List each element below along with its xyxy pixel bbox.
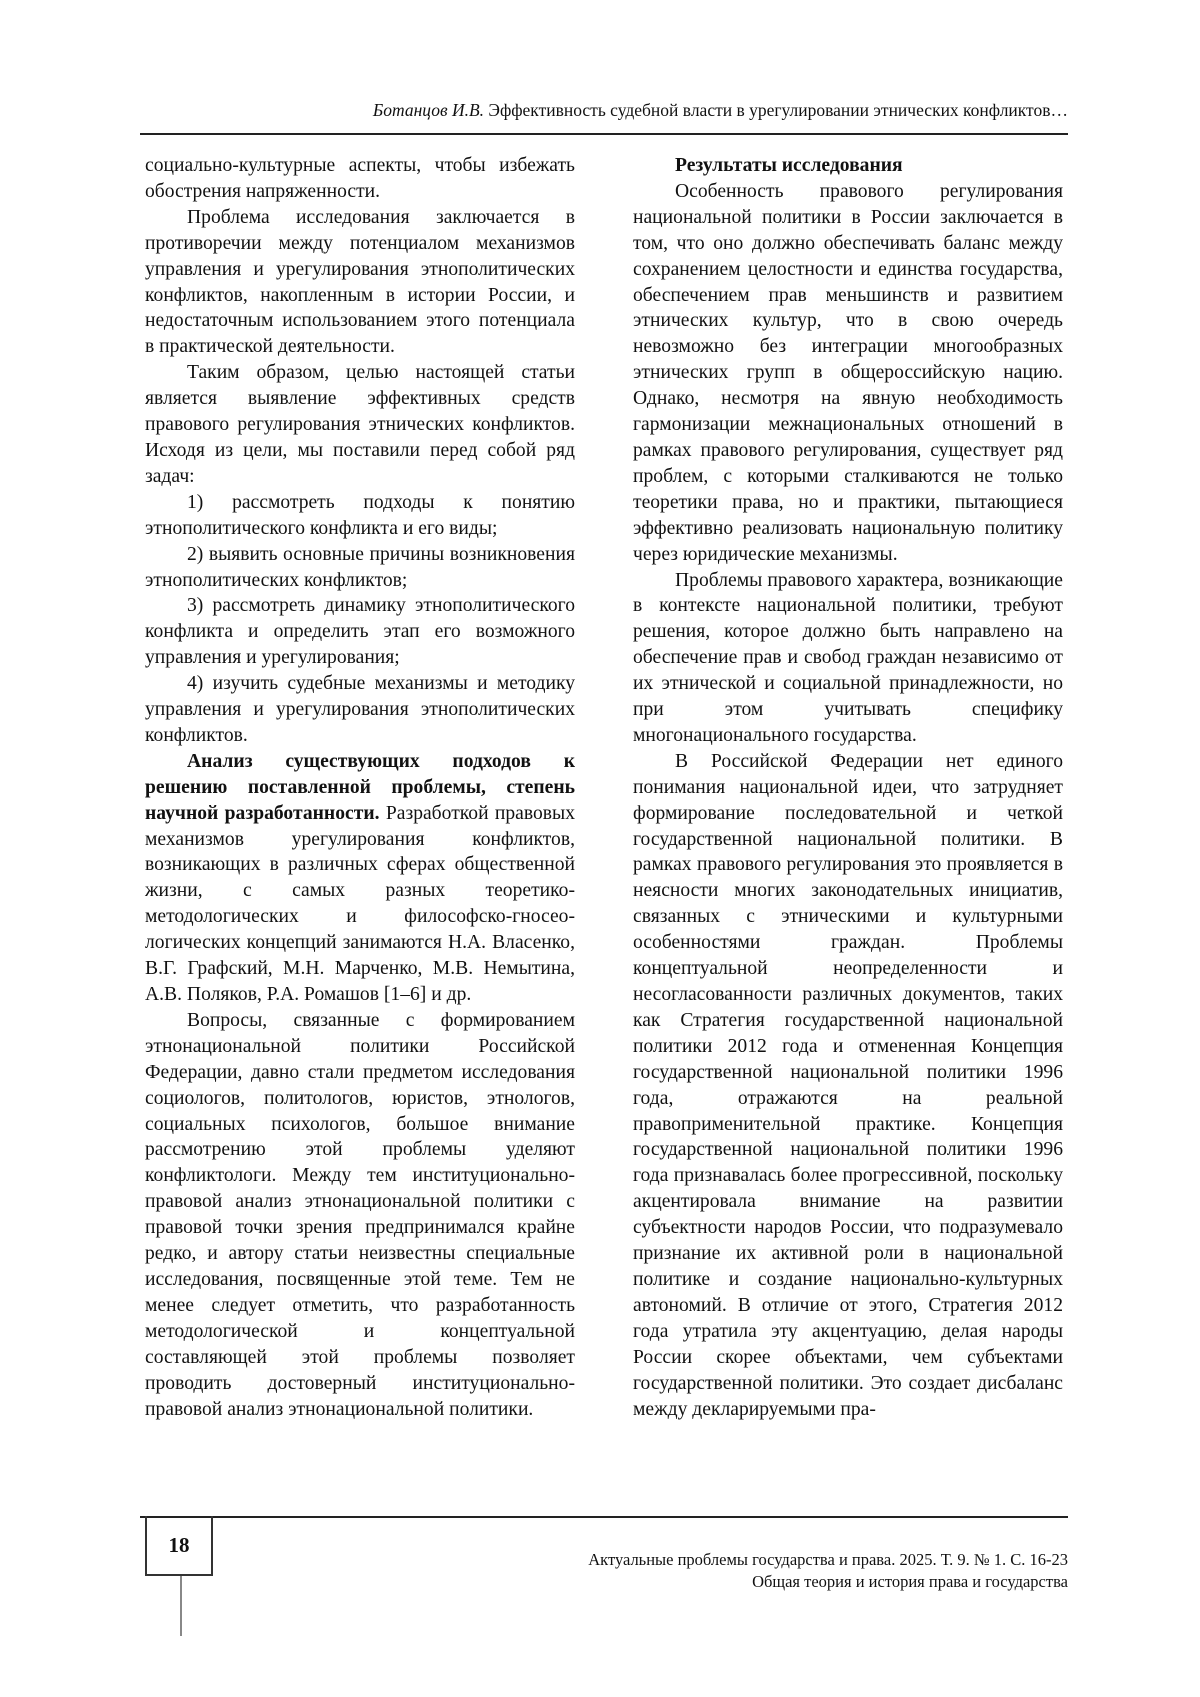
paragraph-continuation: социально-культурные аспекты, чтобы избежать обострения напряженности.: [145, 155, 575, 202]
paragraph-regulation-features: Особенность правового регулирования национальной политики в России заключается в том, что оно должно обеспечивать баланс между сохранением целостности и единства государства, обеспечением прав меньшинств и развитием этнических культур, что в свою очередь невозможно без интеграции многообразных этнических групп в общероссийскую нацию. Однако, несмотря на явную необходимость гармонизации межнациональных отношений в рамках правового регулирования, существует ряд проблем, с которыми сталкиваются не только теоретики права, но и практики, пытающиеся эффективно реализовать национальную политику через юридические механизмы.: [633, 180, 1063, 565]
header-title: Эффективность судебной власти в урегулировании этнических конфликтов…: [488, 100, 1068, 120]
journal-info: [588, 1549, 1068, 1593]
page-number-tail: [180, 1576, 182, 1636]
task-item-1: 1) рассмотреть подходы к понятию этнополитического конфликта и его виды;: [145, 491, 575, 539]
journal-section: Общая теория и история права и государства: [752, 1572, 1068, 1591]
paragraph-research-problem: Проблема исследования заключается в противоречии между потенциалом механизмов управления и урегулирования этнополитических конфликтов, накопленным в истории России, и недостаточным использованием этого потенциала в практической деятельности.: [145, 206, 575, 358]
footer-rule: [140, 1516, 1068, 1518]
journal-citation: Актуальные проблемы государства и права. 2025. Т. 9. № 1. С. 16-23: [588, 1550, 1068, 1569]
section-heading-results: Результаты исследования: [675, 155, 903, 176]
header-rule: [140, 133, 1068, 135]
task-item-2: 2) выявить основные причины возникновения этнополитических конфликтов;: [145, 543, 575, 591]
right-column: [633, 153, 1063, 1422]
task-item-3: 3) рассмотреть динамику этнополитического конфликта и определить этап его возможного управления и урегулирования;: [145, 595, 575, 669]
paragraph-research-goal: Таким образом, целью настоящей статьи является выявление эффективных средств правового регулирования этнических конфликтов. Исходя из цели, мы поставили перед собой ряд задач:: [145, 362, 575, 487]
header-author: Ботанцов И.В.: [372, 100, 485, 120]
paragraph-national-idea: В Российской Федерации нет единого понимания национальной идеи, что затрудняет формирование последовательной и четкой государственной национальной политики. В рамках правового регулирования это проявляется в неясности многих законодательных инициатив, связанных с этническими и культурными особенностями граждан. Проблемы концептуальной неопределенности и несогласованности различных документов, таких как Стратегия государственной национальной политики 2012 года и отмененная Концепция государственной национальной политики 1996 года, отражаются на реальной правоприменительной практике. Концепция государственной национальной политики 1996 года признавалась более прогрессивной, поскольку акцентировала внимание на развитии субъектности народов России, что подразумевало признание их активной роли в национальной политике и создание национально-культурных автономий. В отличие от этого, Стратегия 2012 года утратила эту акцентуацию, делая народы России скорее объектами, чем субъектами государственной политики. Это создает дисбаланс между декларируемыми пра-: [633, 750, 1063, 1420]
running-header: [140, 98, 1068, 122]
paragraph-analysis: [145, 749, 575, 1008]
page-number: 18: [145, 1516, 213, 1576]
analysis-heading: Анализ существующих подходов к решению поставленной проблемы, степень научной разработанности.: [145, 750, 575, 824]
task-item-4: 4) изучить судебные механизмы и методику управления и урегулирования этнополитических конфликтов.: [145, 673, 575, 746]
paragraph-ethnonational-policy: Вопросы, связанные с формированием этнонациональной политики Российской Федерации, давно стали предметом исследования социологов, политологов, юристов, этнологов, социальных психологов, большое внимание рассмотрению этой проблемы уделяют конфликтологи. Между тем институционально-правовой анализ этнонациональной политики с правовой точки зрения предпринимался крайне редко, и автору статьи неизвестны специальные исследования, посвященные этой теме. Тем не менее следует отметить, что разработанность методологической и концептуальной составляющей этой проблемы позволяет проводить достоверный институционально-правовой анализ этнонациональной политики.: [145, 1009, 575, 1420]
left-column: [145, 153, 575, 1422]
analysis-text: Разработкой правовых механизмов урегулирования конфликтов, возникающих в различных сферах общественной жизни, с самых разных теоретико-методологических и философско-гносео-логических концепций занимаются Н.А. Власенко, В.Г. Графский, М.Н. Марченко, М.В. Немытина, А.В. Поляков, Р.А. Ромашов [1–6] и др.: [145, 802, 575, 1005]
paragraph-legal-problems: Проблемы правового характера, возникающие в контексте национальной политики, требуют решения, которое должно быть направлено на обеспечение прав и свобод граждан независимо от их этнической и социальной принадлежности, но при этом учитывать специфику многонационального государства.: [633, 569, 1063, 746]
